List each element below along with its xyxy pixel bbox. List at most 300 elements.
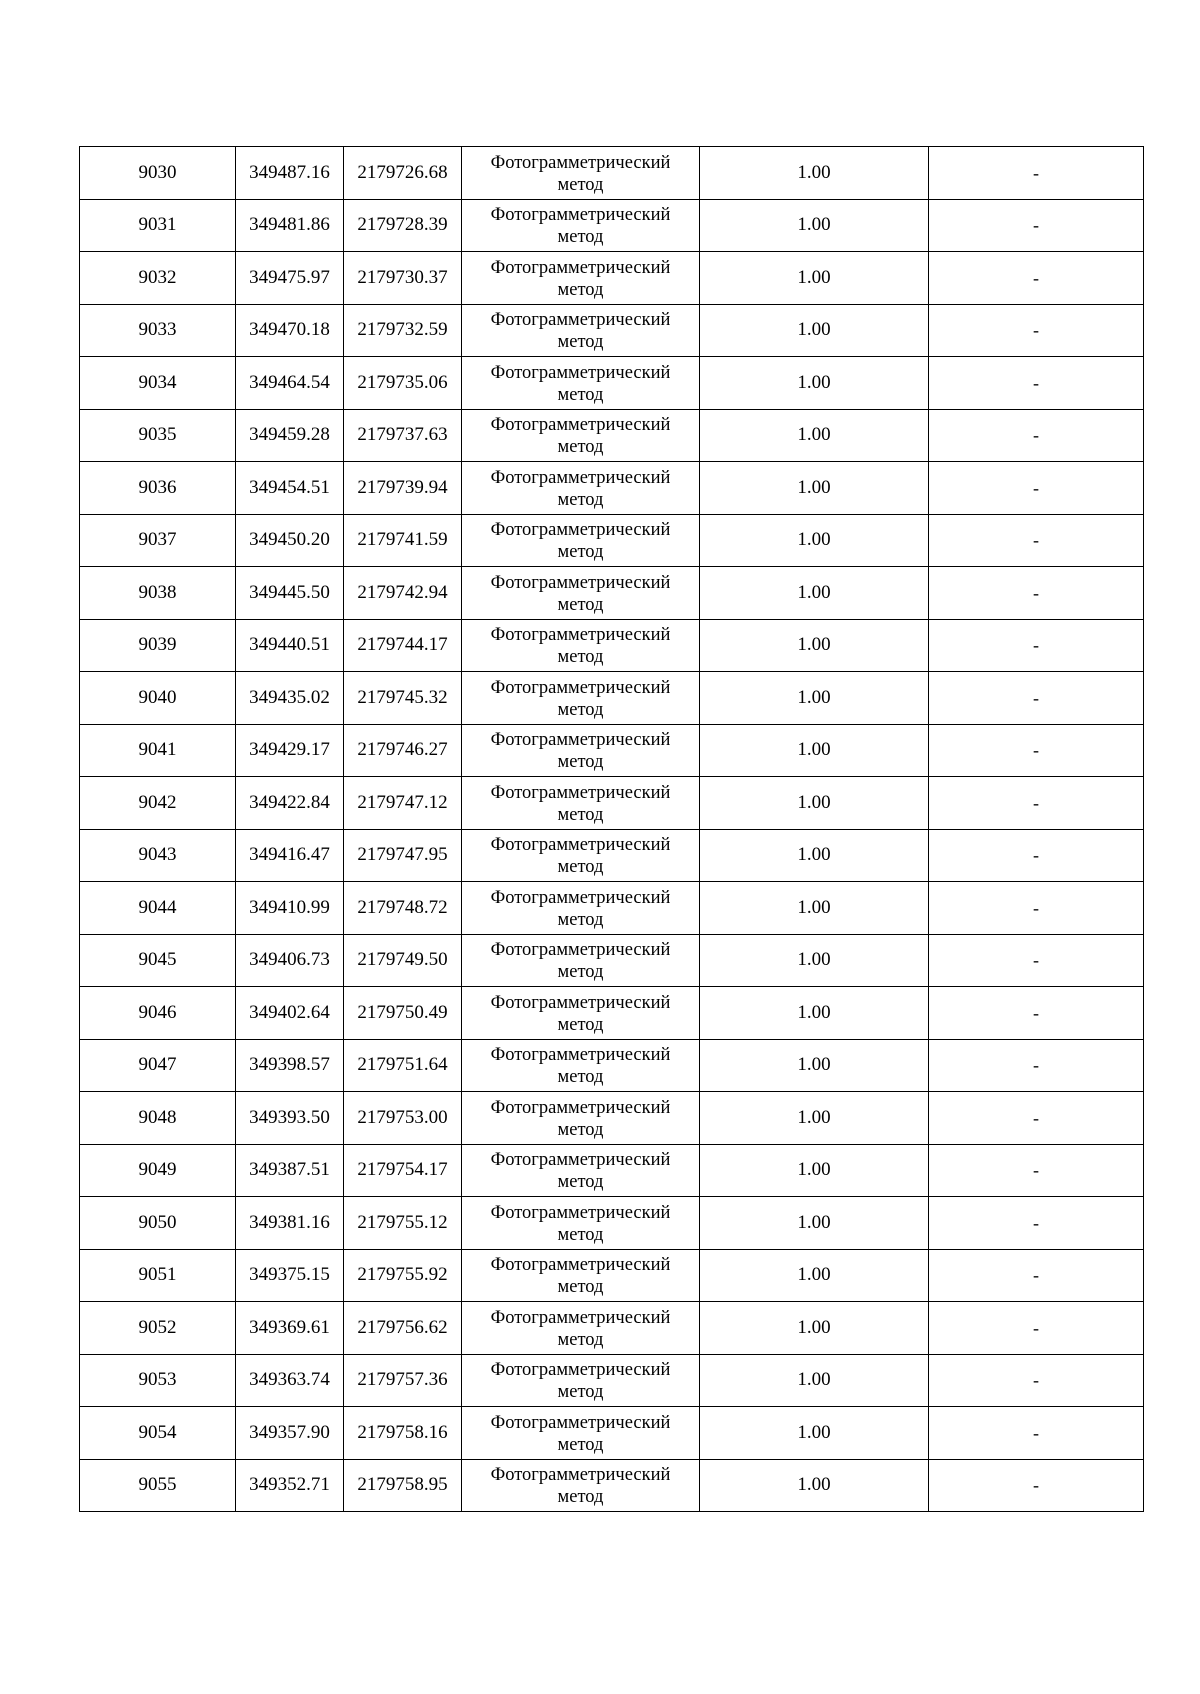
method-line-1: Фотограмметрический — [490, 992, 671, 1013]
note-cell-text: - — [1033, 162, 1039, 183]
method-line-2: метод — [557, 1329, 604, 1350]
method-line-2: метод — [557, 384, 604, 405]
y-coordinate-cell-text: 2179749.50 — [357, 949, 448, 971]
point-number-cell-text: 9045 — [138, 949, 177, 971]
x-coordinate-cell — [236, 1039, 344, 1092]
x-coordinate-cell-text: 349459.28 — [249, 424, 330, 446]
method-line-1: Фотограмметрический — [490, 152, 671, 173]
note-cell — [929, 199, 1144, 252]
y-coordinate-cell-text: 2179728.39 — [357, 214, 448, 236]
point-number-cell — [80, 1302, 236, 1355]
note-cell-text: - — [1033, 1265, 1039, 1286]
accuracy-cell — [700, 934, 929, 987]
method-line-2: метод — [557, 857, 604, 878]
accuracy-cell-text: 1.00 — [797, 949, 831, 971]
point-number-cell — [80, 357, 236, 410]
point-number-cell — [80, 777, 236, 830]
note-cell — [929, 462, 1144, 515]
table-row — [80, 514, 1144, 567]
point-number-cell-text: 9044 — [138, 896, 177, 918]
method-line-1: Фотограмметрический — [490, 362, 671, 383]
point-number-cell-text: 9055 — [138, 1474, 177, 1496]
x-coordinate-cell-text: 349381.16 — [249, 1211, 330, 1233]
method-cell — [462, 1407, 700, 1460]
method-line-2: метод — [557, 594, 604, 615]
method-line-1: Фотограмметрический — [490, 1360, 671, 1381]
accuracy-cell — [700, 1249, 929, 1302]
method-line-1: Фотограмметрический — [490, 205, 671, 226]
y-coordinate-cell — [344, 1249, 462, 1302]
x-coordinate-cell — [236, 252, 344, 305]
method-cell — [462, 1302, 700, 1355]
accuracy-cell-text: 1.00 — [797, 476, 831, 498]
accuracy-cell-text: 1.00 — [797, 424, 831, 446]
note-cell — [929, 1039, 1144, 1092]
point-number-cell-text: 9037 — [138, 529, 177, 551]
note-cell — [929, 1459, 1144, 1512]
x-coordinate-cell-text: 349464.54 — [249, 371, 330, 393]
point-number-cell-text: 9048 — [138, 1106, 177, 1128]
note-cell-text: - — [1033, 425, 1039, 446]
method-line-1: Фотограмметрический — [490, 730, 671, 751]
y-coordinate-cell-text: 2179726.68 — [357, 161, 448, 183]
table-row — [80, 1354, 1144, 1407]
table-row — [80, 1092, 1144, 1145]
accuracy-cell — [700, 514, 929, 567]
method-cell — [462, 882, 700, 935]
note-cell — [929, 777, 1144, 830]
table-row — [80, 777, 1144, 830]
method-cell — [462, 1144, 700, 1197]
accuracy-cell — [700, 252, 929, 305]
point-number-cell — [80, 934, 236, 987]
y-coordinate-cell — [344, 409, 462, 462]
note-cell — [929, 304, 1144, 357]
y-coordinate-cell — [344, 829, 462, 882]
method-cell — [462, 934, 700, 987]
point-number-cell — [80, 304, 236, 357]
point-number-cell — [80, 1354, 236, 1407]
table-row — [80, 829, 1144, 882]
method-cell — [462, 1459, 700, 1512]
y-coordinate-cell-text: 2179747.95 — [357, 844, 448, 866]
point-number-cell-text: 9046 — [138, 1001, 177, 1023]
y-coordinate-cell — [344, 357, 462, 410]
method-line-1: Фотограмметрический — [490, 887, 671, 908]
x-coordinate-cell — [236, 619, 344, 672]
note-cell — [929, 1197, 1144, 1250]
note-cell-text: - — [1033, 1002, 1039, 1023]
method-line-1: Фотограмметрический — [490, 1202, 671, 1223]
x-coordinate-cell-text: 349470.18 — [249, 319, 330, 341]
y-coordinate-cell — [344, 619, 462, 672]
note-cell-text: - — [1033, 1160, 1039, 1181]
method-line-2: метод — [557, 752, 604, 773]
method-line-2: метод — [557, 1224, 604, 1245]
y-coordinate-cell — [344, 567, 462, 620]
x-coordinate-cell-text: 349440.51 — [249, 634, 330, 656]
x-coordinate-cell — [236, 514, 344, 567]
x-coordinate-cell — [236, 1092, 344, 1145]
y-coordinate-cell — [344, 882, 462, 935]
note-cell — [929, 514, 1144, 567]
point-number-cell — [80, 1092, 236, 1145]
y-coordinate-cell — [344, 724, 462, 777]
accuracy-cell-text: 1.00 — [797, 791, 831, 813]
note-cell — [929, 724, 1144, 777]
x-coordinate-cell — [236, 1407, 344, 1460]
accuracy-cell — [700, 1039, 929, 1092]
table-row — [80, 672, 1144, 725]
point-number-cell — [80, 1197, 236, 1250]
note-cell — [929, 252, 1144, 305]
coordinates-table — [79, 146, 1144, 1512]
point-number-cell-text: 9054 — [138, 1421, 177, 1443]
point-number-cell-text: 9047 — [138, 1054, 177, 1076]
method-line-1: Фотограмметрический — [490, 677, 671, 698]
x-coordinate-cell-text: 349363.74 — [249, 1369, 330, 1391]
accuracy-cell — [700, 409, 929, 462]
method-line-2: метод — [557, 279, 604, 300]
method-cell — [462, 567, 700, 620]
method-cell — [462, 252, 700, 305]
method-line-2: метод — [557, 332, 604, 353]
table-row — [80, 1407, 1144, 1460]
method-cell — [462, 987, 700, 1040]
table-row — [80, 1249, 1144, 1302]
method-line-1: Фотограмметрический — [490, 1465, 671, 1486]
note-cell — [929, 1354, 1144, 1407]
table-row — [80, 147, 1144, 200]
note-cell-text: - — [1033, 1212, 1039, 1233]
x-coordinate-cell-text: 349481.86 — [249, 214, 330, 236]
method-cell — [462, 829, 700, 882]
method-cell — [462, 1039, 700, 1092]
note-cell-text: - — [1033, 897, 1039, 918]
accuracy-cell-text: 1.00 — [797, 529, 831, 551]
table-row — [80, 357, 1144, 410]
y-coordinate-cell — [344, 1407, 462, 1460]
y-coordinate-cell-text: 2179758.95 — [357, 1474, 448, 1496]
note-cell-text: - — [1033, 1475, 1039, 1496]
x-coordinate-cell — [236, 1302, 344, 1355]
y-coordinate-cell-text: 2179755.12 — [357, 1211, 448, 1233]
y-coordinate-cell-text: 2179747.12 — [357, 791, 448, 813]
method-cell — [462, 147, 700, 200]
x-coordinate-cell-text: 349352.71 — [249, 1474, 330, 1496]
x-coordinate-cell-text: 349369.61 — [249, 1316, 330, 1338]
method-line-1: Фотограмметрический — [490, 520, 671, 541]
method-line-1: Фотограмметрический — [490, 1150, 671, 1171]
table-row — [80, 304, 1144, 357]
x-coordinate-cell — [236, 199, 344, 252]
x-coordinate-cell-text: 349398.57 — [249, 1054, 330, 1076]
point-number-cell-text: 9035 — [138, 424, 177, 446]
note-cell-text: - — [1033, 792, 1039, 813]
note-cell-text: - — [1033, 1317, 1039, 1338]
method-line-2: метод — [557, 1434, 604, 1455]
y-coordinate-cell-text: 2179755.92 — [357, 1264, 448, 1286]
y-coordinate-cell — [344, 1197, 462, 1250]
y-coordinate-cell — [344, 672, 462, 725]
accuracy-cell-text: 1.00 — [797, 214, 831, 236]
x-coordinate-cell-text: 349357.90 — [249, 1421, 330, 1443]
y-coordinate-cell-text: 2179739.94 — [357, 476, 448, 498]
accuracy-cell-text: 1.00 — [797, 1054, 831, 1076]
accuracy-cell — [700, 1302, 929, 1355]
x-coordinate-cell — [236, 1249, 344, 1302]
method-line-1: Фотограмметрический — [490, 1097, 671, 1118]
method-line-1: Фотограмметрический — [490, 1045, 671, 1066]
x-coordinate-cell — [236, 567, 344, 620]
note-cell — [929, 1407, 1144, 1460]
accuracy-cell-text: 1.00 — [797, 1369, 831, 1391]
point-number-cell — [80, 724, 236, 777]
point-number-cell — [80, 567, 236, 620]
accuracy-cell-text: 1.00 — [797, 1211, 831, 1233]
note-cell — [929, 1249, 1144, 1302]
method-line-2: метод — [557, 1487, 604, 1508]
accuracy-cell-text: 1.00 — [797, 896, 831, 918]
point-number-cell-text: 9039 — [138, 634, 177, 656]
y-coordinate-cell — [344, 304, 462, 357]
note-cell — [929, 1144, 1144, 1197]
table-row — [80, 934, 1144, 987]
y-coordinate-cell-text: 2179754.17 — [357, 1159, 448, 1181]
y-coordinate-cell-text: 2179748.72 — [357, 896, 448, 918]
y-coordinate-cell — [344, 777, 462, 830]
x-coordinate-cell-text: 349375.15 — [249, 1264, 330, 1286]
point-number-cell — [80, 199, 236, 252]
note-cell-text: - — [1033, 1055, 1039, 1076]
note-cell-text: - — [1033, 267, 1039, 288]
note-cell — [929, 987, 1144, 1040]
point-number-cell-text: 9038 — [138, 581, 177, 603]
accuracy-cell — [700, 724, 929, 777]
table-row — [80, 252, 1144, 305]
method-cell — [462, 1092, 700, 1145]
x-coordinate-cell — [236, 1354, 344, 1407]
y-coordinate-cell — [344, 1144, 462, 1197]
table-row — [80, 1459, 1144, 1512]
method-line-1: Фотограмметрический — [490, 835, 671, 856]
y-coordinate-cell — [344, 252, 462, 305]
point-number-cell-text: 9050 — [138, 1211, 177, 1233]
table-row — [80, 987, 1144, 1040]
method-line-2: метод — [557, 1172, 604, 1193]
method-cell — [462, 357, 700, 410]
x-coordinate-cell-text: 349393.50 — [249, 1106, 330, 1128]
method-line-2: метод — [557, 1277, 604, 1298]
point-number-cell-text: 9042 — [138, 791, 177, 813]
y-coordinate-cell-text: 2179730.37 — [357, 266, 448, 288]
x-coordinate-cell — [236, 724, 344, 777]
point-number-cell-text: 9034 — [138, 371, 177, 393]
accuracy-cell — [700, 1407, 929, 1460]
accuracy-cell-text: 1.00 — [797, 739, 831, 761]
table-row — [80, 1144, 1144, 1197]
point-number-cell-text: 9032 — [138, 266, 177, 288]
accuracy-cell-text: 1.00 — [797, 161, 831, 183]
table-row — [80, 1197, 1144, 1250]
accuracy-cell-text: 1.00 — [797, 1159, 831, 1181]
y-coordinate-cell — [344, 1039, 462, 1092]
method-cell — [462, 619, 700, 672]
note-cell — [929, 672, 1144, 725]
accuracy-cell-text: 1.00 — [797, 1421, 831, 1443]
x-coordinate-cell-text: 349422.84 — [249, 791, 330, 813]
y-coordinate-cell — [344, 1092, 462, 1145]
accuracy-cell — [700, 567, 929, 620]
table-row — [80, 1039, 1144, 1092]
accuracy-cell-text: 1.00 — [797, 1001, 831, 1023]
y-coordinate-cell-text: 2179737.63 — [357, 424, 448, 446]
method-line-1: Фотограмметрический — [490, 625, 671, 646]
y-coordinate-cell — [344, 462, 462, 515]
y-coordinate-cell-text: 2179735.06 — [357, 371, 448, 393]
table-row — [80, 724, 1144, 777]
accuracy-cell-text: 1.00 — [797, 1264, 831, 1286]
note-cell-text: - — [1033, 372, 1039, 393]
x-coordinate-cell — [236, 409, 344, 462]
point-number-cell-text: 9043 — [138, 844, 177, 866]
method-cell — [462, 1197, 700, 1250]
method-cell — [462, 724, 700, 777]
note-cell — [929, 147, 1144, 200]
x-coordinate-cell-text: 349402.64 — [249, 1001, 330, 1023]
accuracy-cell — [700, 1354, 929, 1407]
x-coordinate-cell — [236, 777, 344, 830]
x-coordinate-cell-text: 349487.16 — [249, 161, 330, 183]
method-line-1: Фотограмметрический — [490, 1412, 671, 1433]
method-line-1: Фотограмметрический — [490, 415, 671, 436]
accuracy-cell-text: 1.00 — [797, 1106, 831, 1128]
point-number-cell-text: 9051 — [138, 1264, 177, 1286]
x-coordinate-cell — [236, 672, 344, 725]
y-coordinate-cell-text: 2179732.59 — [357, 319, 448, 341]
method-line-1: Фотограмметрический — [490, 257, 671, 278]
table-row — [80, 409, 1144, 462]
x-coordinate-cell — [236, 934, 344, 987]
accuracy-cell — [700, 147, 929, 200]
x-coordinate-cell-text: 349410.99 — [249, 896, 330, 918]
method-cell — [462, 672, 700, 725]
x-coordinate-cell — [236, 1197, 344, 1250]
accuracy-cell — [700, 987, 929, 1040]
method-cell — [462, 199, 700, 252]
method-line-2: метод — [557, 542, 604, 563]
y-coordinate-cell — [344, 1459, 462, 1512]
point-number-cell — [80, 147, 236, 200]
y-coordinate-cell-text: 2179751.64 — [357, 1054, 448, 1076]
method-line-1: Фотограмметрический — [490, 572, 671, 593]
y-coordinate-cell-text: 2179753.00 — [357, 1106, 448, 1128]
point-number-cell — [80, 514, 236, 567]
x-coordinate-cell-text: 349416.47 — [249, 844, 330, 866]
accuracy-cell-text: 1.00 — [797, 1316, 831, 1338]
y-coordinate-cell-text: 2179745.32 — [357, 686, 448, 708]
accuracy-cell-text: 1.00 — [797, 371, 831, 393]
y-coordinate-cell — [344, 1354, 462, 1407]
x-coordinate-cell — [236, 147, 344, 200]
method-line-2: метод — [557, 437, 604, 458]
point-number-cell — [80, 1144, 236, 1197]
accuracy-cell — [700, 462, 929, 515]
note-cell-text: - — [1033, 635, 1039, 656]
note-cell-text: - — [1033, 582, 1039, 603]
point-number-cell — [80, 619, 236, 672]
point-number-cell — [80, 409, 236, 462]
point-number-cell — [80, 882, 236, 935]
y-coordinate-cell-text: 2179750.49 — [357, 1001, 448, 1023]
note-cell-text: - — [1033, 740, 1039, 761]
point-number-cell-text: 9030 — [138, 161, 177, 183]
accuracy-cell — [700, 619, 929, 672]
method-line-1: Фотограмметрический — [490, 940, 671, 961]
x-coordinate-cell-text: 349435.02 — [249, 686, 330, 708]
x-coordinate-cell-text: 349406.73 — [249, 949, 330, 971]
method-line-2: метод — [557, 227, 604, 248]
point-number-cell — [80, 987, 236, 1040]
y-coordinate-cell — [344, 987, 462, 1040]
y-coordinate-cell-text: 2179756.62 — [357, 1316, 448, 1338]
y-coordinate-cell-text: 2179746.27 — [357, 739, 448, 761]
accuracy-cell — [700, 1092, 929, 1145]
method-line-2: метод — [557, 962, 604, 983]
x-coordinate-cell — [236, 304, 344, 357]
y-coordinate-cell-text: 2179744.17 — [357, 634, 448, 656]
accuracy-cell-text: 1.00 — [797, 844, 831, 866]
point-number-cell-text: 9053 — [138, 1369, 177, 1391]
method-cell — [462, 304, 700, 357]
method-line-2: метод — [557, 699, 604, 720]
accuracy-cell-text: 1.00 — [797, 1474, 831, 1496]
point-number-cell-text: 9041 — [138, 739, 177, 761]
method-line-2: метод — [557, 1014, 604, 1035]
table-body — [80, 147, 1144, 1512]
method-line-1: Фотограмметрический — [490, 1255, 671, 1276]
method-cell — [462, 1354, 700, 1407]
note-cell-text: - — [1033, 320, 1039, 341]
y-coordinate-cell — [344, 934, 462, 987]
accuracy-cell — [700, 1459, 929, 1512]
note-cell — [929, 409, 1144, 462]
x-coordinate-cell — [236, 882, 344, 935]
point-number-cell — [80, 1249, 236, 1302]
accuracy-cell-text: 1.00 — [797, 319, 831, 341]
accuracy-cell — [700, 199, 929, 252]
point-number-cell-text: 9049 — [138, 1159, 177, 1181]
method-cell — [462, 409, 700, 462]
table-row — [80, 619, 1144, 672]
method-line-1: Фотограмметрический — [490, 782, 671, 803]
accuracy-cell — [700, 357, 929, 410]
method-cell — [462, 1249, 700, 1302]
accuracy-cell-text: 1.00 — [797, 266, 831, 288]
note-cell-text: - — [1033, 530, 1039, 551]
x-coordinate-cell-text: 349475.97 — [249, 266, 330, 288]
method-line-1: Фотограмметрический — [490, 1307, 671, 1328]
x-coordinate-cell — [236, 987, 344, 1040]
method-line-2: метод — [557, 909, 604, 930]
point-number-cell-text: 9040 — [138, 686, 177, 708]
note-cell-text: - — [1033, 477, 1039, 498]
accuracy-cell — [700, 1144, 929, 1197]
point-number-cell-text: 9031 — [138, 214, 177, 236]
method-cell — [462, 514, 700, 567]
table-row — [80, 882, 1144, 935]
accuracy-cell — [700, 304, 929, 357]
